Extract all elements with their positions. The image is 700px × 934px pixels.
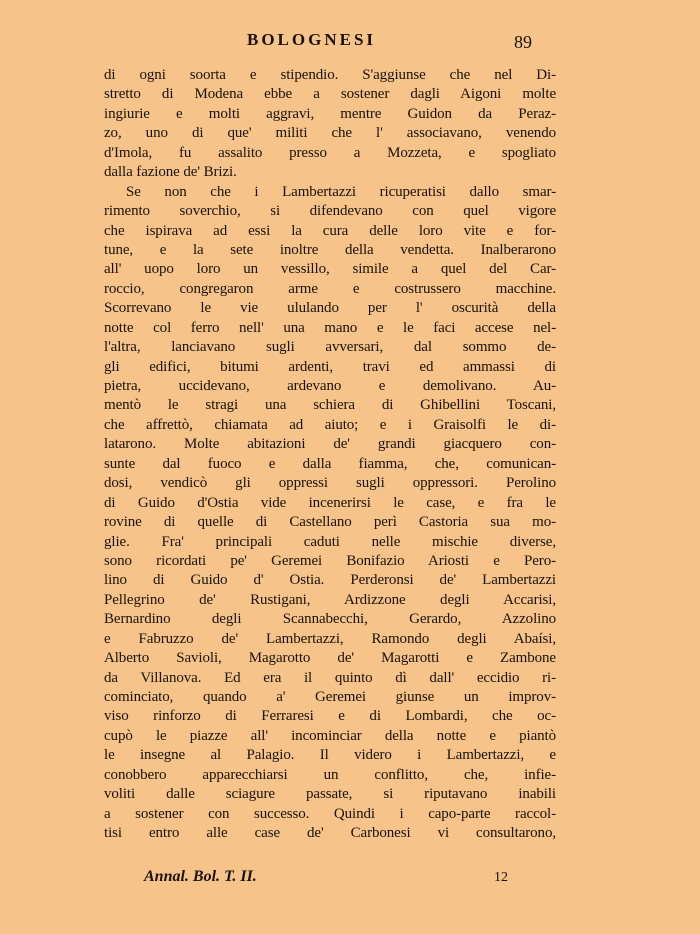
text-line: che affrettò, chiamata ad aiuto; e i Graisolfi le di- [104,416,556,433]
text-line: conobbero apparecchiarsi un conflitto, che, infie- [104,766,556,783]
text-line: glie. Fra' principali caduti nelle mischie diverse, [104,533,556,550]
text-line: voliti dalle sciagure passate, si riputavano inabili [104,786,556,803]
text-line: da Villanova. Ed era il quinto dì dall' eccidio ri- [104,669,556,686]
text-line: di Guido d'Ostia vide incenerirsi le case, e fra le [104,494,556,511]
text-line: roccio, congregaron arme e costrussero macchine. [104,280,556,297]
page-number: 89 [514,32,532,52]
text-line: rovine di quelle di Castellano perì Castoria sua mo- [104,514,556,531]
page-header [0,30,700,56]
text-line: tune, e la sete inoltre della vendetta. Inalberarono [104,241,556,258]
text-line: notte col ferro nell' una mano e le faci accese nel- [104,319,556,336]
body-text [104,66,556,844]
text-line: Se non che i Lambertazzi ricuperatisi dallo smar- [126,183,556,200]
text-line: sunte dal fuoco e dalla fiamma, che, comunican- [104,455,556,472]
text-line: d'Imola, fu assalito presso a Mozzeta, e spogliato [104,144,556,161]
text-line: e Fabruzzo de' Lambertazzi, Ramondo degli Abaísi, [104,630,556,647]
text-line: Pellegrino de' Rustigani, Ardizzone degli Accarisi, [104,591,556,608]
text-line: rimento soverchio, si difendevano con quel vigore [104,203,556,220]
text-line: lino di Guido d' Ostia. Perderonsi de' Lambertazzi [104,572,556,589]
text-line: Scorrevano le vie ululando per l' oscurità della [104,300,556,317]
text-line: gli edifici, bitumi ardenti, travi ed ammassi di [104,358,556,375]
text-line: stretto di Modena ebbe a sostener dagli Aigoni molte [104,86,556,103]
text-line: viso rinforzo di Ferraresi e di Lombardi, che oc- [104,708,556,725]
page-footer [0,868,700,892]
text-line: ingiurie e molti aggravi, mentre Guidon da Peraz- [104,105,556,122]
text-line: sono ricordati pe' Geremei Bonifazio Ariosti e Pero- [104,552,556,569]
text-line: dalla fazione de' Brizi. [104,164,237,181]
text-line: che ispirava ad essi la cura delle loro vite e for- [104,222,556,239]
text-line: cominciato, quando a' Geremei giunse un improv- [104,689,556,705]
text-line: mentò le stragi una schiera di Ghibellini Toscani, [104,397,556,414]
text-line: zo, uno di que' militi che l' associavano, venendo [104,125,556,142]
text-line: pietra, uccidevano, ardevano e demolivano. Au- [104,378,556,394]
text-line: l'altra, lanciavano sugli avversari, dal sommo de- [104,339,556,356]
paragraph [104,66,556,183]
text-line: a sostener con successo. Quindi i capo-parte raccol- [104,805,556,822]
text-line: Bernardino degli Scannabecchi, Gerardo, Azzolino [104,611,556,628]
running-title: BOLOGNESI [247,30,377,49]
signature-number: 12 [494,870,508,885]
text-line: dosi, vendicò gli oppressi sugli oppressori. Perolino [104,475,556,492]
text-line: Alberto Savioli, Magarotto de' Magarotti e Zambone [104,650,556,667]
text-line: di ogni soorta e stipendio. S'aggiunse che nel Di- [104,67,556,83]
text-line: tisi entro alle case de' Carbonesi vi consultarono, [104,825,556,842]
text-line: le insegne al Palagio. Il videro i Lambertazzi, e [104,747,556,764]
text-line: cupò le piazze all' incominciar della notte e piantò [104,727,556,744]
text-line: all' uopo loro un vessillo, simile a quel del Car- [104,261,556,278]
printer-signature: Annal. Bol. T. II. [144,868,257,885]
paragraph [104,183,556,844]
text-line: latarono. Molte abitazioni de' grandi giacquero con- [104,436,556,453]
